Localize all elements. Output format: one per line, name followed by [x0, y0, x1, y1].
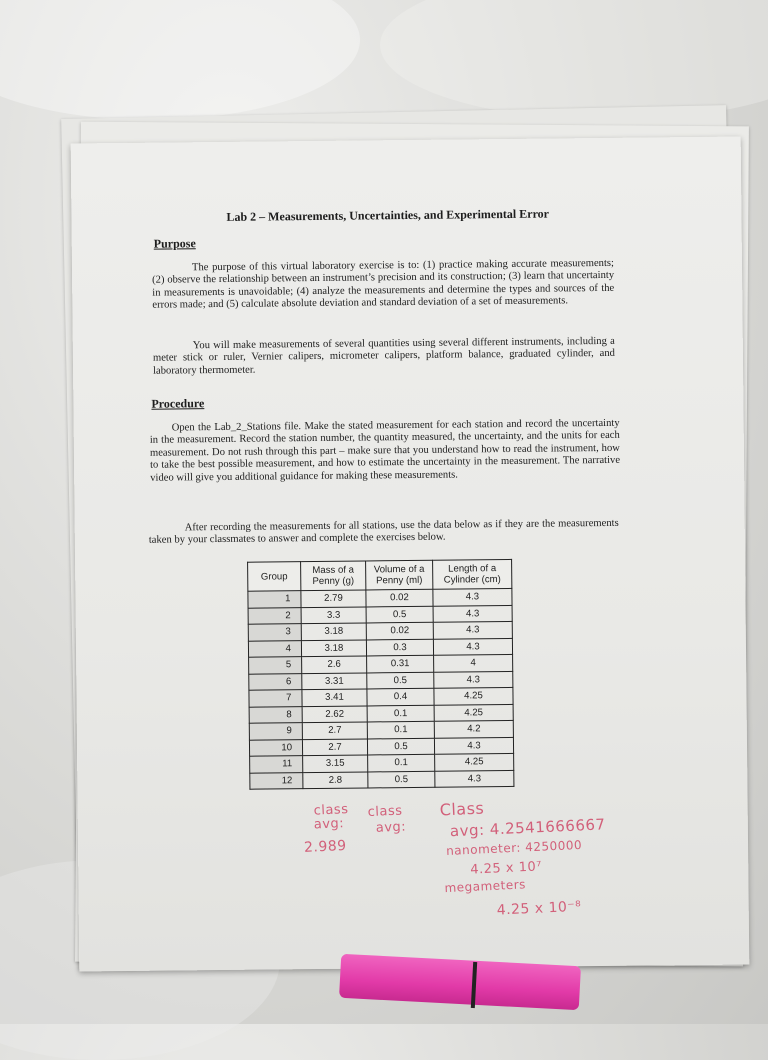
blanket-fold — [380, 0, 768, 120]
measurement-cell: 2.62 — [302, 705, 367, 722]
column-header: Mass of a Penny (g) — [301, 561, 366, 591]
group-number-cell: 10 — [249, 739, 302, 756]
measurement-cell: 2.6 — [302, 656, 367, 673]
procedure-paragraph: Open the Lab_2_Stations file. Make the stated measurement for each station and record the uncertainty in the measurement. Record the station number, the quantity measured, the uncertainty, and the units for each measurement. Do not rush through this part – make sure that you understand how to read the instrument, how to take the best possible measurement, and how to estimate the uncertainty in the measurement. The narrative video will give you additional guidance for making these measurements. — [149, 417, 621, 484]
group-number-cell: 3 — [248, 624, 301, 641]
handwritten-note: class — [367, 803, 403, 821]
measurement-cell: 4.25 — [434, 704, 513, 721]
lab-handout-page — [71, 137, 750, 972]
purpose-heading: Purpose — [153, 236, 196, 251]
group-number-cell: 5 — [249, 657, 302, 674]
handwritten-mass-average: 2.989 — [303, 837, 347, 856]
column-header: Volume of a Penny (ml) — [366, 560, 433, 590]
measurement-cell: 3.31 — [302, 672, 367, 689]
measurement-cell: 4.3 — [433, 638, 512, 655]
measurement-cell: 4.3 — [434, 671, 513, 688]
handwritten-nanometer-conversion: nanometer: 4250000 — [445, 837, 583, 859]
measurement-cell: 0.1 — [367, 721, 434, 738]
data-instructions-paragraph: After recording the measurements for all stations, use the data below as if they are the measurements taken by your classmates to answer and complete the exercises below. — [148, 517, 619, 547]
group-number-cell: 11 — [250, 756, 303, 773]
measurement-cell: 0.5 — [368, 771, 435, 788]
purpose-paragraph: The purpose of this virtual laboratory exercise is to: (1) practice making accurate measurements; (2) observe the relationship between an instrument’s precision and its construction; (3) learn that uncertainty in measurements is unavoidable; (4) analyze the measurements and determine the types and sources of the errors made; and (5) calculate absolute deviation and standard deviation of a set of measurements. — [152, 257, 615, 311]
measurement-cell: 2.79 — [301, 590, 366, 607]
instruments-paragraph: You will make measurements of several quantities using several different instruments, including a meter stick or ruler, Vernier calipers, micrometer calipers, platform balance, graduated cylinder, and laboratory thermometer. — [152, 335, 615, 377]
group-number-cell: 2 — [248, 607, 301, 624]
measurement-cell: 0.31 — [367, 655, 434, 672]
measurement-cell: 4.3 — [435, 770, 514, 787]
measurement-cell: 0.5 — [367, 738, 434, 755]
measurement-cell: 3.3 — [301, 606, 366, 623]
handwritten-note: Class — [439, 798, 485, 820]
measurement-cell: 0.3 — [366, 639, 433, 656]
handwritten-length-average: avg: 4.2541666667 — [449, 815, 606, 841]
measurement-cell: 4.25 — [434, 687, 513, 704]
measurement-cell: 4.3 — [433, 605, 512, 622]
measurement-cell: 0.5 — [366, 606, 433, 623]
group-number-cell: 8 — [249, 706, 302, 723]
measurement-cell: 4.25 — [435, 753, 514, 770]
measurement-cell: 2.7 — [302, 722, 367, 739]
handwritten-note: avg: — [313, 816, 345, 833]
document-title: Lab 2 – Measurements, Uncertainties, and Experimental Error — [226, 206, 550, 224]
group-number-cell: 12 — [250, 772, 303, 789]
measurement-cell: 4.2 — [434, 720, 513, 737]
measurement-cell: 4.3 — [434, 737, 513, 754]
group-number-cell: 7 — [249, 690, 302, 707]
group-number-cell: 1 — [248, 591, 301, 608]
measurement-cell: 2.8 — [303, 771, 368, 788]
group-number-cell: 6 — [249, 673, 302, 690]
group-number-cell: 9 — [249, 723, 302, 740]
measurement-cell: 0.4 — [367, 688, 434, 705]
handwritten-note: class — [313, 802, 349, 819]
table-row — [250, 770, 514, 789]
measurement-cell: 3.18 — [301, 623, 366, 640]
measurement-cell: 4.3 — [433, 588, 512, 605]
measurement-cell: 4 — [434, 654, 513, 671]
handwritten-megameter-conversion: 4.25 x 10⁻⁸ — [496, 898, 582, 919]
measurement-cell: 4.3 — [433, 621, 512, 638]
measurement-cell: 0.1 — [367, 705, 434, 722]
measurement-cell: 0.02 — [366, 622, 433, 639]
measurement-cell: 0.02 — [366, 589, 433, 606]
procedure-heading: Procedure — [151, 396, 205, 411]
handwritten-note: avg: — [375, 819, 407, 836]
handwritten-note: megameters — [444, 877, 527, 896]
table-header-row — [248, 559, 512, 591]
blanket-fold — [0, 0, 360, 120]
column-header: Group — [248, 562, 301, 592]
measurement-cell: 3.15 — [303, 755, 368, 772]
measurement-cell: 0.1 — [368, 754, 435, 771]
measurement-cell: 0.5 — [367, 672, 434, 689]
column-header: Length of a Cylinder (cm) — [433, 559, 512, 589]
measurement-cell: 3.41 — [302, 689, 367, 706]
handwritten-scientific-notation: 4.25 x 10⁷ — [469, 859, 543, 878]
measurement-cell: 2.7 — [302, 738, 367, 755]
measurements-table — [247, 559, 514, 790]
measurement-cell: 3.18 — [301, 639, 366, 656]
group-number-cell: 4 — [248, 640, 301, 657]
